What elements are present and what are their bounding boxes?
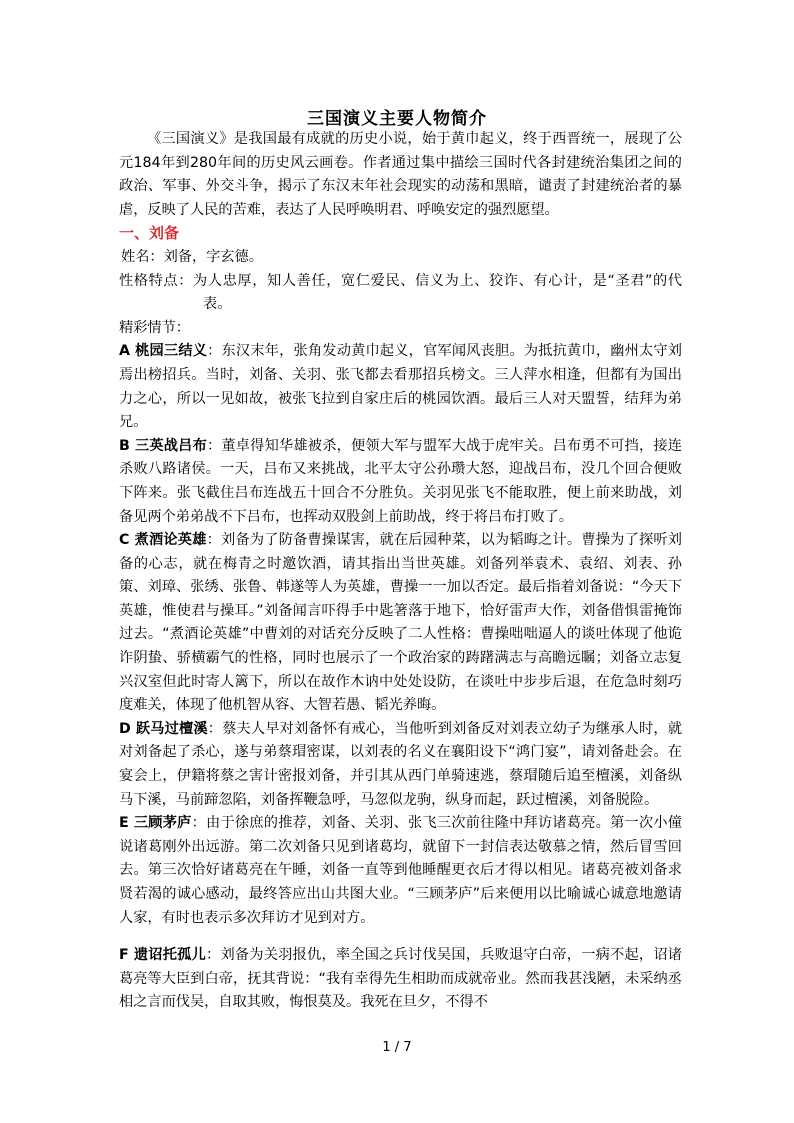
episode-title: D 跃马过檀溪: [119, 720, 208, 737]
page-number: 1 / 7: [382, 1040, 412, 1055]
episode-title: B 三英战吕布: [119, 437, 207, 454]
plots-label: 精彩情节：: [119, 319, 190, 336]
personality-line: 性格特点：为人忠厚，知人善任，宽仁爱民、信义为上、狡诈、有心计，是“圣君”的代表。: [119, 272, 682, 313]
episode-title: A 桃园三结义: [119, 343, 208, 360]
paragraph-gap: [119, 930, 682, 944]
episode-text: ：刘备为关羽报仇，率全国之兵讨伐吴国，兵败退守白帝，一病不起，诏诸葛亮等大臣到白帝，抚其背说：“我有幸得先生相助而成就帝业。然而我甚浅陋，未采纳丞相之言而伐吴，自取其败，悔恨莫及。我死在旦夕，不得不: [119, 947, 682, 1011]
name-line: 姓名：刘备，字玄德。: [121, 248, 263, 265]
episode-text: ：董卓得知华雄被杀，便领大军与盟军大战于虎牢关。吕布勇不可挡，接连杀败八路诸侯。一天，吕布又来挑战，北平太守公孙瓒大怒，迎战吕布，没几个回合便败下阵来。张飞截住吕布连战五十回合不分胜负。关羽见张飞不能取胜，便上前来助战，刘备见两个弟弟战不下吕布，也挥动双股剑上前助战，终于将吕布打败了。: [119, 437, 682, 525]
episode-text: ：刘备为了防备曹操谋害，就在后园种菜，以为韬晦之计。曹操为了探听刘备的心志，就在梅青之时邀饮酒，请其指出当世英雄。刘备列举袁术、袁绍、刘表、孙策、刘璋、张绣、张鲁、韩遂等人为英雄，曹操一一加以否定。最后指着刘备说：“今天下英雄，惟使君与操耳。”刘备闻言吓得手中匙箸落于地下，恰好雷声大作，刘备借惧雷掩饰过去。“煮酒论英雄”中曹刘的对话充分反映了二人性格：曹操咄咄逼人的谈吐体现了他诡诈阴蛰、骄横霸气的性格，同时也展示了一个政治家的踌躇满志与高瞻远瞩；刘备立志复兴汉室但此时寄人篱下，所以在故作木讷中处处设防，在谈吐中步步后退，在危急时刻巧度难关，体现了他机智从容、大智若愚、韬光养晦。: [119, 532, 682, 714]
episode-paragraph: [119, 435, 682, 529]
document-body: [119, 128, 682, 1015]
episode-text: ：东汉末年，张角发动黄巾起义，官军闻风丧胆。为抵抗黄巾，幽州太守刘焉出榜招兵。当时，刘备、关羽、张飞都去看那招兵榜文。三人萍水相逢，但都有为国出力之心，所以一见如故，被张飞拉到自家庄后的桃园饮酒。最后三人对天盟誓，结拜为弟兄。: [119, 343, 682, 431]
episode-text: ：由于徐庶的推荐，刘备、关羽、张飞三次前往隆中拜访诸葛亮。第一次小僮说诸葛刚外出远游。第二次刘备只见到诸葛均，就留下一封信表达敬慕之情，然后冒雪回去。第三次恰好诸葛亮在午睡，刘备一直等到他睡醒更衣后才得以相见。诸葛亮被刘备求贤若渴的诚心感动，最终答应出山共图大业。“三顾茅庐”后来便用以比喻诚心诚意地邀请人家，有时也表示多次拜访才见到对方。: [119, 815, 682, 926]
episode-title: E 三顾茅庐: [119, 815, 192, 832]
episode-paragraph: [119, 812, 682, 930]
document-title: 三国演义主要人物简介: [307, 109, 487, 129]
episode-paragraph: [119, 340, 682, 434]
episode-title: C 煮酒论英雄: [119, 532, 207, 549]
episode-text: ：蔡夫人早对刘备怀有戒心，当他听到刘备反对刘表立幼子为继承人时，就对刘备起了杀心，遂与弟蔡瑁密谋，以刘表的名义在襄阳设下“鸿门宴”，请刘备赴会。在宴会上，伊籍将蔡之害计密报刘备，并引其从西门单骑速逃，蔡瑁随后追至檀溪，刘备纵马下溪，马前蹄忽陷，刘备挥鞭急呼，马忽似龙驹，纵身而起，跃过檀溪，刘备脱险。: [119, 720, 683, 808]
episode-paragraph: [119, 944, 682, 1015]
section-heading: 一、刘备: [119, 224, 180, 243]
episode-title: F 遗诏托孤儿: [119, 947, 207, 964]
episode-paragraph: [119, 529, 682, 718]
episode-paragraph: [119, 718, 682, 812]
intro-paragraph: 《三国演义》是我国最有成就的历史小说，始于黄巾起义，终于西晋统一，展现了公元184年到280年间的历史风云画卷。作者通过集中描绘三国时代各封建统治集团之间的政治、军事、外交斗争，揭示了东汉末年社会现实的动荡和黑暗，谴责了封建统治者的暴虐，反映了人民的苦难，表达了人民呼唤明君、呼唤安定的强烈愿望。: [119, 131, 682, 218]
